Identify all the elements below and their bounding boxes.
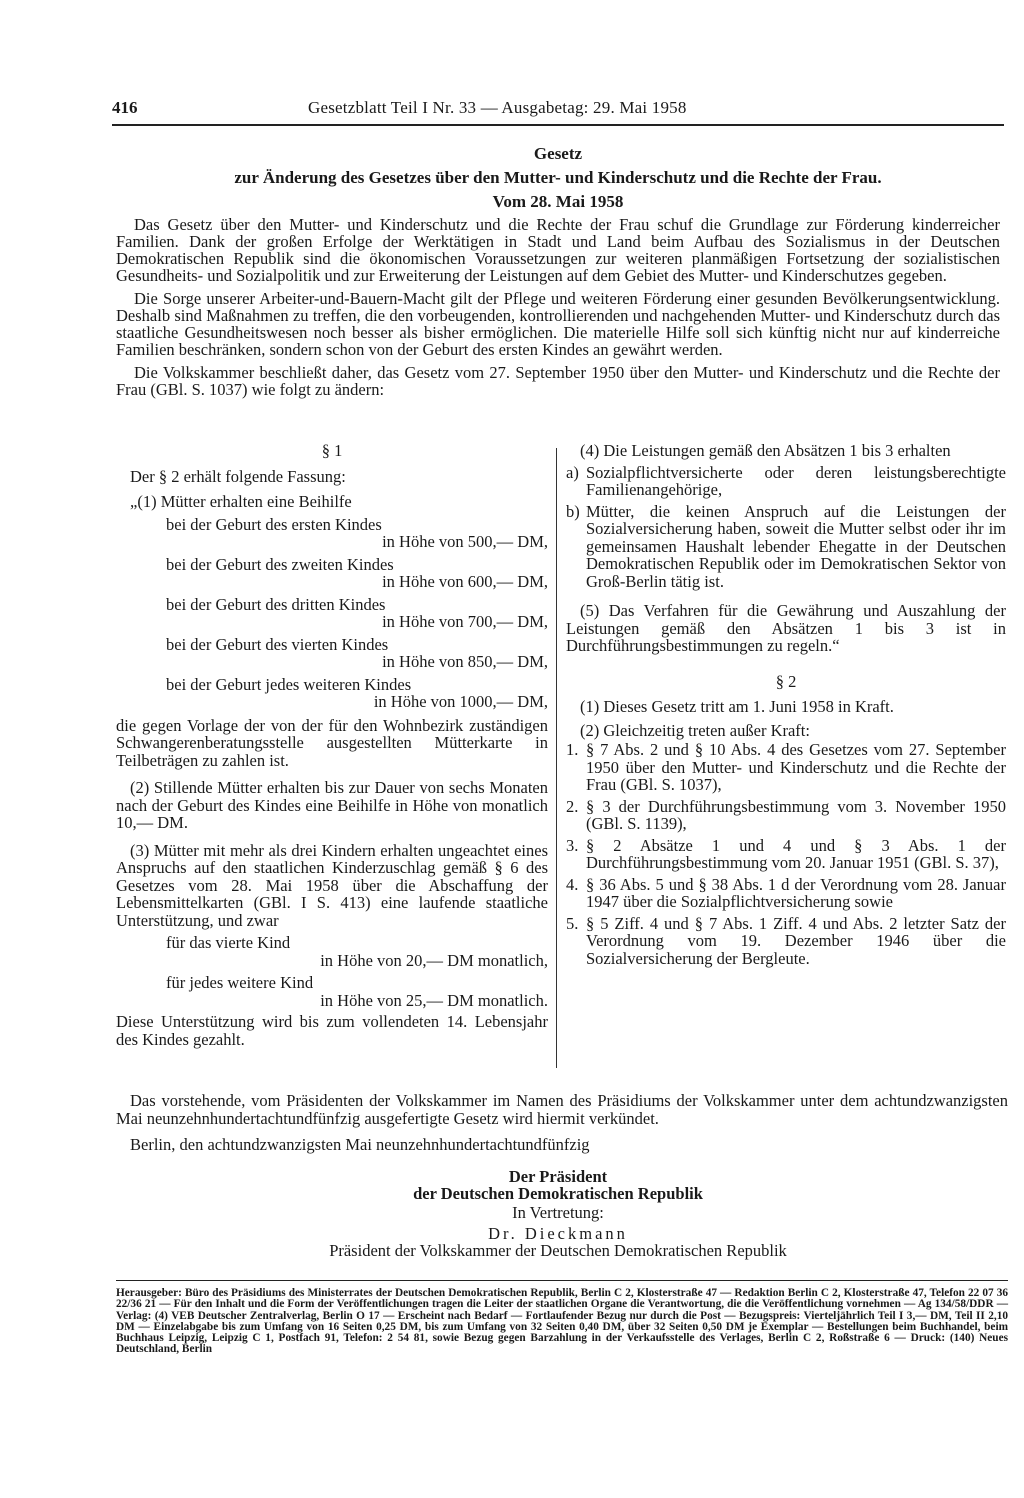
benefit-label: bei der Geburt des zweiten Kindes: [166, 554, 394, 574]
benefit-amount: [166, 636, 548, 671]
promulgation-clause: Das vorstehende, vom Präsidenten der Volkskammer im Namen des Präsidiums der Volkskammer unter dem achtundzwanzigsten Mai neunzehnhundertachtundfünfzig ausgefertigte Gesetz wird hiermit verkündet.: [116, 1091, 1008, 1128]
running-head: Gesetzblatt Teil I Nr. 33 — Ausgabetag: 29. Mai 1958: [308, 98, 687, 117]
imprint: Herausgeber: Büro des Präsidiums des Ministerrates der Deutschen Demokratischen Republik, Berlin C 2, Klosterstraße 47 — Redaktion Berlin C 2, Klosterstraße 47, Telefon 22 07 36 22/36 21 — Für den Inhalt und die Form der Veröffentlichungen tragen die Leiter der staatlichen Organe die Verantwortung, die die Veröffentlichung vornehmen — Ag 134/58/DDR — Verlag: (4) VEB Deutscher Zentralverlag, Berlin O 17 — Erscheint nach Bedarf — Fortlaufender Bezug nur durch die Post — Bezugspreis: Vierteljährlich Teil I 3,— DM, Teil II 2,10 DM — Einzelabgabe bis zum Umfang von 16 Seiten 0,25 DM, bis zum Umfang von 32 Seiten 0,40 DM, über 32 Seiten 0,50 DM je Exemplar — Bestellungen beim Buchhandel, beim Buchhaus Leipzig, Leipzig C 1, Postfach 91, Telefon: 2 54 81, sowie Bezug gegen Barzahlung in der Verkaufsstelle des Verlages, Berlin C 2, Roßstraße 6 — Druck: (140) Neues Deutschland, Berlin: [116, 1287, 1008, 1356]
signatory-institution: der Deutschen Demokratischen Republik: [413, 1184, 703, 1203]
law-title: Gesetz: [533, 144, 583, 163]
benefit-value: in Höhe von 500,— DM,: [382, 532, 548, 551]
list-text: § 36 Abs. 5 und § 38 Abs. 1 d der Verordnung vom 28. Januar 1947 über die Sozialpflichtversicherung sowie: [586, 874, 1006, 911]
place-and-date: Berlin, den achtundzwanzigsten Mai neunzehnhundertachtundfünfzig: [130, 1135, 590, 1154]
list-item: [566, 798, 1006, 833]
representation-note: In Vertretung:: [512, 1203, 604, 1222]
benefit-amount: [166, 516, 548, 551]
list-marker: 4.: [566, 874, 579, 894]
list-marker: 2.: [566, 796, 579, 816]
list-marker: a): [566, 462, 579, 482]
monthly-support: [166, 974, 548, 1009]
benefit-amount: [166, 596, 548, 631]
preamble-paragraph: Das Gesetz über den Mutter- und Kinderschutz und die Rechte der Frau schuf die Grundlage zur Förderung kinderreicher Familien. Dank der großen Erfolge der Werktätigen in Stadt und Land beim Aufbau des Sozialismus in der Deutschen Demokratischen Republik sind die ökonomischen Voraussetzungen zur weiteren planmäßigen Fortsetzung der sozialistischen Gesundheits- und Sozialpolitik und zur Erweiterung der Leistungen auf dem Gebiet des Mutter- und Kinderschutzes gegeben.: [116, 215, 1000, 285]
section-2-para-2: (2) Gleichzeitig treten außer Kraft:: [580, 720, 810, 740]
list-marker: 3.: [566, 835, 579, 855]
benefit-value: in Höhe von 600,— DM,: [382, 572, 548, 591]
law-subtitle: zur Änderung des Gesetzes über den Mutter- und Kinderschutz und die Rechte der Frau.: [234, 168, 882, 187]
support-value: in Höhe von 25,— DM monatlich.: [320, 990, 548, 1010]
benefit-label: bei der Geburt des dritten Kindes: [166, 594, 386, 614]
title-block: [112, 142, 1004, 214]
signatory-title: Der Präsident: [508, 1167, 608, 1186]
left-column: [116, 442, 548, 1048]
header-rule: [112, 124, 1004, 126]
footer-rule: [116, 1280, 1008, 1281]
benefit-amount: [166, 676, 548, 711]
closing: [116, 1092, 1008, 1154]
support-label: für jedes weitere Kind: [166, 973, 314, 992]
list-text: § 3 der Durchführungsbestimmung vom 3. November 1950 (GBl. S. 1139),: [586, 796, 1006, 833]
list-text: § 7 Abs. 2 und § 10 Abs. 4 des Gesetzes vom 27. September 1950 über den Mutter- und Kinderschutz und die Rechte der Frau (GBl. S. 1037),: [586, 740, 1006, 794]
subsection-1-outro: die gegen Vorlage der von der für den Wohnbezirk zuständigen Schwangerenberatungsstelle ausgestellten Mütterkarte in Teilbeträgen zu zahlen ist.: [116, 715, 548, 770]
benefit-label: bei der Geburt jedes weiteren Kindes: [166, 674, 412, 694]
page-number: 416: [112, 98, 138, 117]
list-item: [566, 464, 1006, 499]
preamble: [116, 216, 1000, 404]
benefit-label: bei der Geburt des ersten Kindes: [166, 514, 382, 534]
support-value: in Höhe von 20,— DM monatlich,: [320, 950, 548, 970]
signatory-role: Präsident der Volkskammer der Deutschen Demokratischen Republik: [329, 1241, 787, 1260]
list-text: § 2 Absätze 1 und 4 und § 3 Abs. 1 der Durchführungsbestimmung vom 20. Januar 1951 (GBl. S. 37),: [586, 835, 1006, 872]
law-date: Vom 28. Mai 1958: [492, 192, 624, 211]
benefit-value: in Höhe von 1000,— DM,: [373, 692, 548, 711]
right-column: [566, 442, 1006, 967]
subsection-3: (3) Mütter mit mehr als drei Kindern erhalten ungeachtet eines Anspruchs auf den staatlichen Kinderzuschlag gemäß § 6 des Gesetzes vom 28. Mai 1958 über die Abschaffung der Lebensmittelkarten (GBl. I S. 413) eine laufende staatliche Unterstützung, und zwar: [116, 840, 548, 930]
list-marker: 1.: [566, 740, 579, 759]
preamble-paragraph: Die Sorge unserer Arbeiter-und-Bauern-Macht gilt der Pflege und weiteren Förderung einer gesunden Bevölkerungsentwicklung. Deshalb sind Maßnahmen zu treffen, die den vorbeugenden, kontrollierenden und nachgehenden Mutter- und Kinderschutz durch das staatliche Gesundheitswesen noch besser als bisher ermöglichen. Die materielle Hilfe soll sich künftig nicht nur auf kinderreiche Familien beschränken, sondern schon von der Geburt des ersten Kindes an gewährt werden.: [116, 289, 1000, 359]
list-item: [566, 503, 1006, 591]
benefit-amount: [166, 556, 548, 591]
section-1-heading: § 1: [321, 441, 343, 460]
list-marker: 5.: [566, 913, 579, 933]
preamble-paragraph: Die Volkskammer beschließt daher, das Gesetz vom 27. September 1950 über den Mutter- und Kinderschutz und die Rechte der Frau (GBl. S. 1037) wie folgt zu ändern:: [116, 363, 1000, 399]
benefit-label: bei der Geburt des vierten Kindes: [166, 634, 389, 654]
section-2-para-1: (1) Dieses Gesetz tritt am 1. Juni 1958 in Kraft.: [580, 697, 894, 716]
list-item: [566, 837, 1006, 872]
subsection-1-intro: „(1) Mütter erhalten eine Beihilfe: [130, 492, 352, 511]
signatory-name: Dr. Dieckmann: [488, 1224, 628, 1243]
subsection-4: (4) Die Leistungen gemäß den Absätzen 1 bis 3 erhalten: [580, 441, 951, 460]
list-item: [566, 741, 1006, 794]
benefit-value: in Höhe von 700,— DM,: [382, 612, 548, 631]
signature-block: [112, 1168, 1004, 1259]
list-text: § 5 Ziff. 4 und § 7 Abs. 1 Ziff. 4 und Abs. 2 letzter Satz der Verordnung vom 19. Dezember 1946 über die Sozialversicherung der Bergleute.: [586, 913, 1006, 968]
section-1-intro: Der § 2 erhält folgende Fassung:: [130, 466, 346, 486]
list-item: [566, 915, 1006, 968]
list-text: Sozialpflichtversicherte oder deren leistungsberechtigte Familienangehörige,: [586, 462, 1006, 499]
column-divider: [556, 448, 557, 1068]
support-label: für das vierte Kind: [166, 933, 291, 952]
list-item: [566, 876, 1006, 911]
section-2-heading: § 2: [775, 671, 797, 691]
monthly-support: [166, 934, 548, 969]
subsection-5: (5) Das Verfahren für die Gewährung und Auszahlung der Leistungen gemäß den Absätzen 1 bis 3 ist in Durchführungsbestimmungen zu regeln.“: [566, 601, 1006, 655]
subsection-3-outro: Diese Unterstützung wird bis zum vollendeten 14. Lebensjahr des Kindes gezahlt.: [116, 1012, 548, 1049]
subsection-2: (2) Stillende Mütter erhalten bis zur Dauer von sechs Monaten nach der Geburt des Kindes eine Beihilfe in Höhe von monatlich 10,— DM.: [116, 778, 548, 832]
page-header: [112, 98, 1004, 122]
benefit-value: in Höhe von 850,— DM,: [382, 652, 548, 671]
list-text: Mütter, die keinen Anspruch auf die Leistungen der Sozialversicherung haben, soweit die Mutter selbst oder ihr im gemeinsamen Haushalt lebender Ehegatte in der Deutschen Demokratischen Republik oder im Demokratischen Sektor von Groß-Berlin tätig ist.: [586, 501, 1006, 591]
list-marker: b): [566, 501, 580, 521]
